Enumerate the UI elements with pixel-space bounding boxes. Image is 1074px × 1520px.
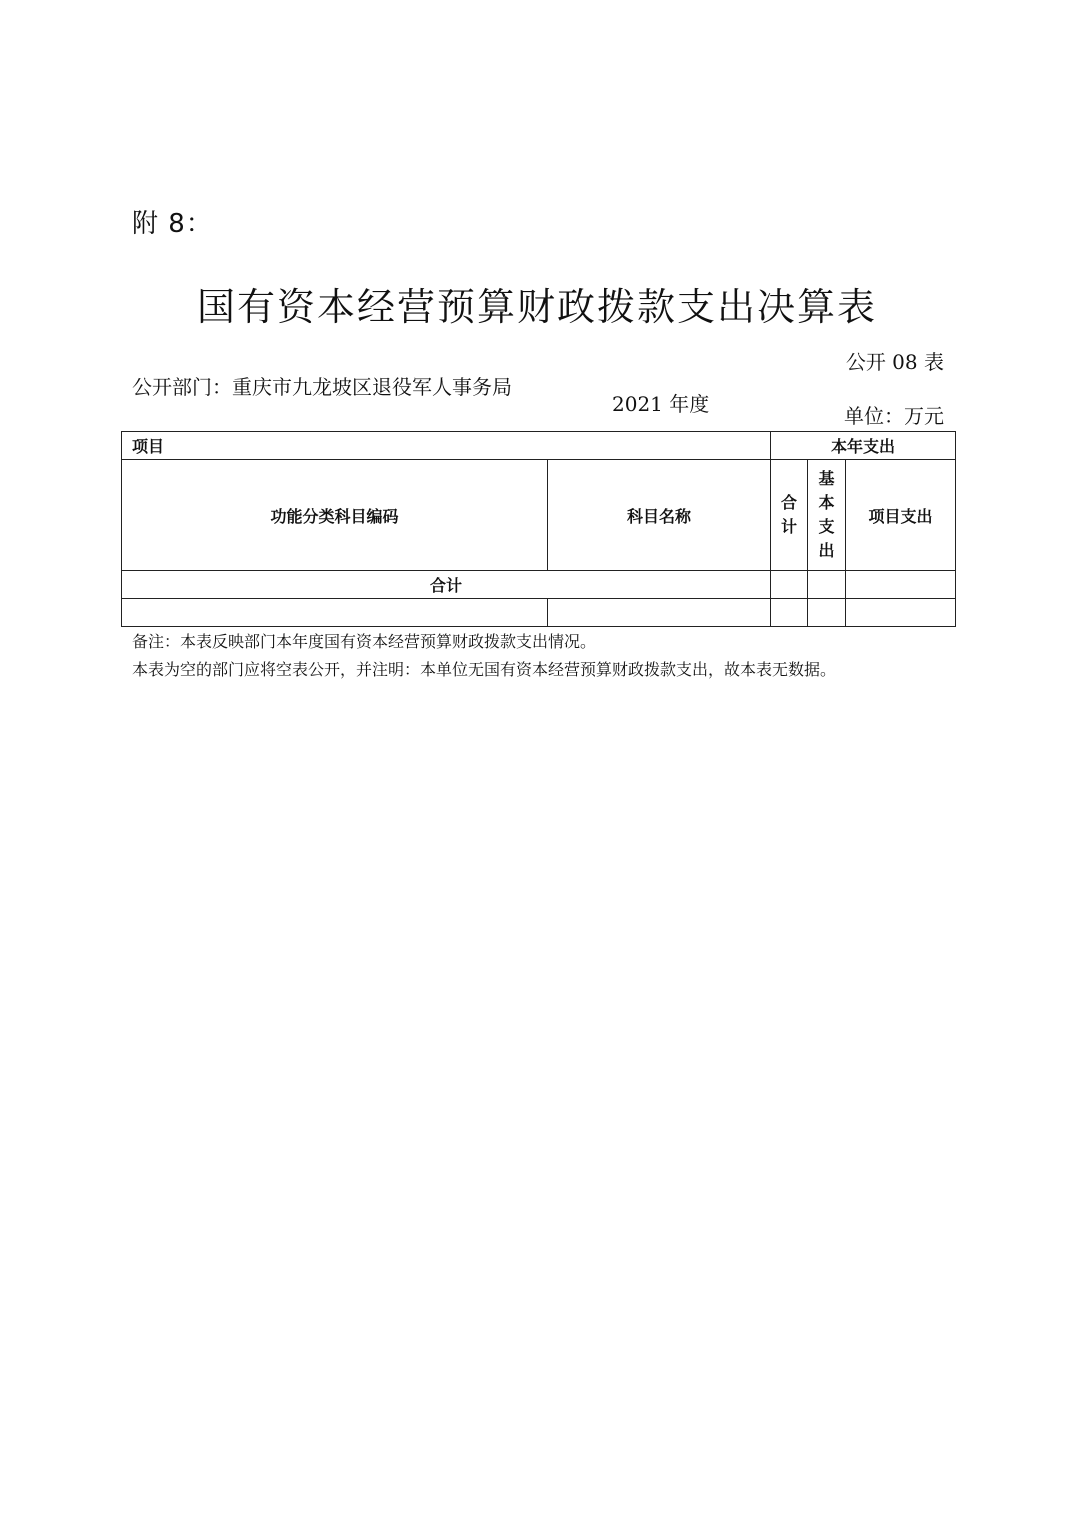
row-subject-name: [548, 599, 771, 627]
row-total: [771, 599, 808, 627]
total-row: [122, 571, 956, 599]
unit-label: 单位：万元: [844, 404, 944, 428]
item-header: 项目: [122, 432, 771, 460]
expenditure-table: [121, 431, 956, 627]
basic-expense-header: [808, 460, 846, 571]
note-line-2: 本表为空的部门应将空表公开，并注明：本单位无国有资本经营预算财政拨款支出，故本表无数据。: [132, 660, 837, 679]
total-row-project: [846, 571, 956, 599]
table-number: 公开 08 表: [845, 350, 944, 374]
row-function-code: [122, 599, 548, 627]
project-expense-header: 项目支出: [846, 460, 956, 571]
appendix-label: 附 8：: [132, 209, 213, 239]
total-row-label: 合计: [122, 571, 771, 599]
department-label: 公开部门：重庆市九龙坡区退役军人事务局: [132, 375, 512, 399]
table-header-row-2: [122, 460, 956, 571]
note-line-1: 备注：本表反映部门本年度国有资本经营预算财政拨款支出情况。: [132, 632, 597, 651]
total-header: [771, 460, 808, 571]
total-header-text: 合计: [781, 493, 798, 536]
subject-name-header: 科目名称: [548, 460, 771, 571]
function-code-header: 功能分类科目编码: [122, 460, 548, 571]
current-year-expense-header: 本年支出: [771, 432, 956, 460]
table-row: [122, 599, 956, 627]
basic-expense-header-text: 基本支出: [818, 469, 835, 560]
page-title: 国有资本经营预算财政拨款支出决算表: [196, 285, 877, 329]
row-basic-expense: [808, 599, 846, 627]
table-header-row-1: [122, 432, 956, 460]
row-project-expense: [846, 599, 956, 627]
total-row-basic: [808, 571, 846, 599]
fiscal-year: 2021 年度: [612, 392, 710, 416]
total-row-total: [771, 571, 808, 599]
